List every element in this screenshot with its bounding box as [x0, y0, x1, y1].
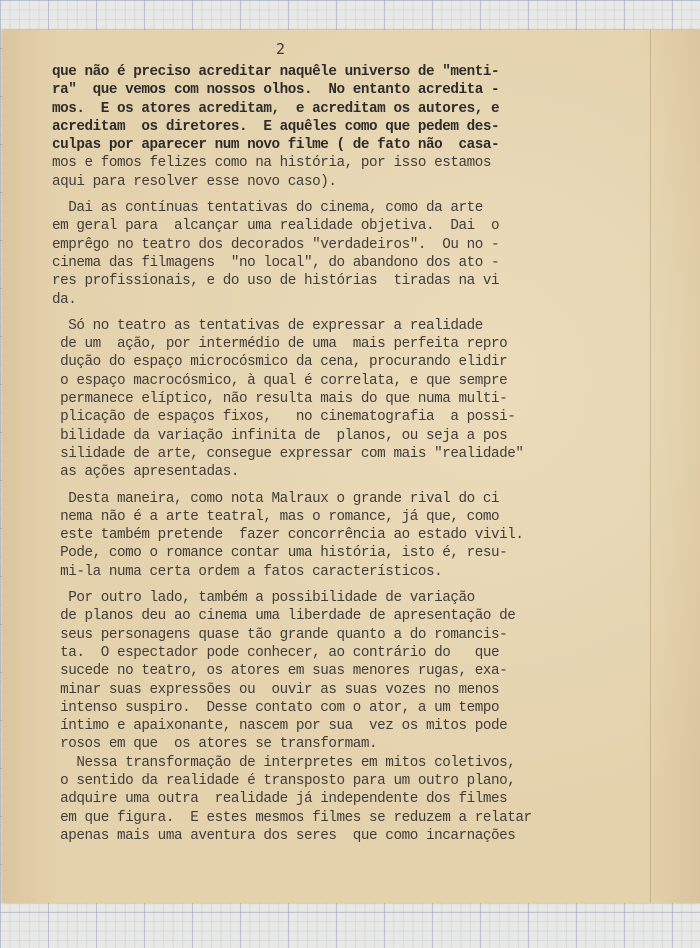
- text-line: bilidade da variação infinita de planos, ou seja a pos: [52, 427, 508, 444]
- text-line: em que figura. E estes mesmos filmes se reduzem a relatar: [52, 809, 532, 826]
- text-line: emprêgo no teatro dos decorados "verdadeiros". Ou no -: [52, 236, 500, 253]
- text-line: acreditam os diretores. E aquêles como que pedem des-: [52, 118, 500, 135]
- text-line: intenso suspiro. Desse contato com o ator, a um tempo: [52, 699, 500, 716]
- typed-body-text: [52, 63, 612, 845]
- text-line: plicação de espaços fixos, no cinematografia a possi-: [52, 409, 516, 426]
- paragraph: [52, 63, 612, 191]
- text-line: sucede no teatro, os atores em suas menores rugas, exa-: [52, 663, 508, 680]
- text-line: minar suas expressões ou ouvir as suas vozes no menos: [52, 681, 500, 698]
- text-line: permanece elíptico, não resulta mais do que numa multi-: [52, 391, 508, 408]
- text-line: mos. E os atores acreditam, e acreditam os autores, e: [52, 100, 500, 117]
- text-line: Pode, como o romance contar uma história, isto é, resu-: [52, 545, 508, 562]
- text-line: ra" que vemos com nossos olhos. No entanto acredita -: [52, 82, 500, 99]
- text-line: aqui para resolver esse novo caso).: [52, 173, 337, 190]
- page-number: 2: [276, 40, 286, 58]
- text-line: de um ação, por intermédio de uma mais perfeita repro: [52, 336, 508, 353]
- text-line: Desta maneira, como nota Malraux o grande rival do ci: [52, 490, 500, 507]
- paragraph: [52, 199, 612, 309]
- paper-fold-line: [650, 30, 651, 903]
- text-line: de planos deu ao cinema uma liberdade de apresentação de: [52, 608, 516, 625]
- text-line: as ações apresentadas.: [52, 464, 239, 481]
- text-line: mos e fomos felizes como na história, por isso estamos: [52, 155, 491, 172]
- text-line: seus personagens quase tão grande quanto a do romancis-: [52, 626, 508, 643]
- text-line: adquire uma outra realidade já independente dos filmes: [52, 791, 508, 808]
- text-line: o espaço macrocósmico, à qual é correlata, e que sempre: [52, 372, 508, 389]
- text-line: culpas por aparecer num novo filme ( de fato não casa-: [52, 137, 500, 154]
- text-line: dução do espaço microcósmico da cena, procurando elidir: [52, 354, 508, 371]
- text-line: cinema das filmagens "no local", do abandono dos ato -: [52, 254, 500, 271]
- text-line: mi-la numa certa ordem a fatos característicos.: [52, 563, 443, 580]
- paragraph: [52, 490, 612, 581]
- text-line: Dai as contínuas tentativas do cinema, como da arte: [52, 200, 483, 217]
- paragraph: [52, 589, 612, 845]
- text-line: apenas mais uma aventura dos seres que como incarnações: [52, 827, 516, 844]
- text-line: íntimo e apaixonante, nascem por sua vez os mitos pode: [52, 718, 508, 735]
- text-line: este também pretende fazer concorrência ao estado vivil.: [52, 527, 524, 544]
- text-line: Só no teatro as tentativas de expressar a realidade: [52, 317, 483, 334]
- text-line: rosos em que os atores se transformam.: [52, 736, 378, 753]
- text-line: o sentido da realidade é transposto para um outro plano,: [52, 772, 516, 789]
- text-line: da.: [52, 291, 77, 308]
- text-line: nema não é a arte teatral, mas o romance, já que, como: [52, 508, 500, 525]
- text-line: res profissionais, e do uso de histórias tiradas na vi: [52, 273, 500, 290]
- paragraph: [52, 317, 612, 482]
- text-line: em geral para alcançar uma realidade objetiva. Dai o: [52, 218, 500, 235]
- text-line: que não é preciso acreditar naquêle universo de "menti-: [52, 64, 500, 80]
- text-line: Por outro lado, também a possibilidade de variação: [52, 590, 475, 607]
- text-line: ta. O espectador pode conhecer, ao contrário do que: [52, 644, 500, 661]
- text-line: Nessa transformação de interpretes em mitos coletivos,: [52, 754, 516, 771]
- text-line: silidade de arte, consegue expressar com mais "realidade": [52, 445, 524, 462]
